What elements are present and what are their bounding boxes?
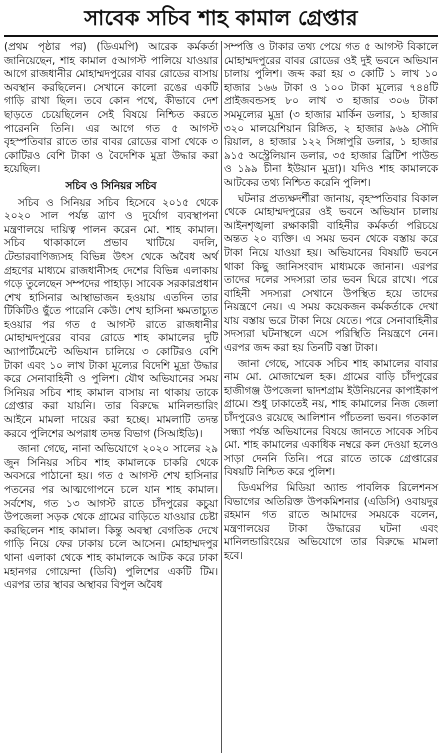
column-divider <box>221 41 222 753</box>
left-paragraph-3: জানা গেছে, নানা অভিযোগে ২০২০ সালের ২৯ জুন সিনিয়র সচিব শাহ কামালকে চাকরি থেকে অবসরে পাঠানো হয়। গত ৫ আগস্ট শেখ হাসিনার পতনের পর আত্মগোপনে চলে যান শাহ কামাল। সর্বশেষ, গত ১৩ আগস্ট রাতে চাঁদপুরের কচুয়া উপজেলা সড়ক থেকে গ্রামের বাড়িতে যাওয়ার চেষ্টা করছিলেন শাহ কামাল। কিন্তু অবস্থা বেগতিক দেখে গাড়ি নিয়ে ফের ঢাকায় চলে আসেন। মোহাম্মদপুর থানা এলাকা থেকে শাহ কামালকে আটক করে ঢাকা মহানগর গোয়েন্দা (ডিবি) পুলিশের একটি টিম। এরপর তার স্থাবর অস্থাবর বিপুল অবৈধ <box>4 443 218 592</box>
headline-rule <box>4 35 438 37</box>
left-column <box>4 41 218 753</box>
right-paragraph-3: জানা গেছে, সাবেক সচিব শাহ কামালের বাবার নাম মো. মোজাম্মেল হক। গ্রামের বাড়ি চাঁদপুরের হাজীগঞ্জ উপজেলা দ্বাদশগ্রাম ইউনিয়নের কাপাইকাপ গ্রামে। শুধু ঢাকাতেই নয়, শাহ কামালের নিজ জেলা চাঁদপুরেও রয়েছে আলিশান পাঁচতলা ভবন। গতকাল সন্ধ্যা পর্যন্ত অভিযানের বিষয়ে জানতে সাবেক সচিব মো. শাহ কামালের একাধিক নম্বরে কল দেওয়া হলেও সাড়া দেননি তিনি। পরে রাতে তাকে গ্রেপ্তারের বিষয়টি নিশ্চিত করে পুলিশ। <box>224 357 438 479</box>
headline: সাবেক সচিব শাহ কামাল গ্রেপ্তার <box>84 5 358 30</box>
subheading: সচিব ও সিনিয়র সচিব <box>65 179 157 192</box>
right-paragraph-2: ঘটনার প্রত্যক্ষদর্শীরা জানায়, বৃহস্পতিবার বিকাল থেকে মোহাম্মদপুরের ওই ভবনে অভিযান চালায় আইনশৃঙ্খলা রক্ষাকারী বাহিনীর কর্মকর্তা পরিচয়ে অন্তত ২০ ব্যক্তি। এ সময় ভবন থেকে বস্তায় করে টাকা নিয়ে যাওয়া হয়। অভিযানের বিষয়টি ভবনে থাকা কিছু জানিসংবাদ মাধ্যমকে জানান। এরপর তাদের দলের সদস্যরা তার ভবন ঘিরে রাখে। পরে বাহিনী সদস্যরা সেখানে উপস্থিত হয়ে তাদের নিয়ন্ত্রণে নেয়। এ সময় কয়েকজন কর্মকর্তাকে দেখা যায় বস্তায় ভরে টাকা নিয়ে যেতে। পরে সেনাবাহিনীর সদস্যরা ঘটনাস্থলে এসে পরিস্থিতি নিয়ন্ত্রণে নেন। এরপর জব্দ করা হয় তিনটি বস্তা টাকা। <box>224 192 438 355</box>
left-paragraph-2: সচিব ও সিনিয়র সচিব হিসেবে ২০১৫ থেকে ২০২০ সাল পর্যন্ত ত্রাণ ও দুর্যোগ ব্যবস্থাপনা মন্ত্রণালয়ে দায়িত্ব পালন করেন মো. শাহ কামাল। সচিব থাকাকালে প্রভাব খাটিয়ে বদলি, টেন্ডারবাণিজ্যসহ বিভিন্ন উৎস থেকে অবৈধ অর্থ গ্রহণের মাধ্যমে রাজধানীসহ দেশের বিভিন্ন এলাকায় গড়ে তুলেছেন সম্পদের পাহাড়। সাবেক সরকারপ্রধান শেখ হাসিনার আস্থাভাজন হওয়ায় এতদিন তার টিকিটিও ছুঁতে পারেনি কেউ। শেখ হাসিনা ক্ষমতাচ্যুত হওয়ার পর গত ৫ আগস্ট রাতে রাজধানীর মোহাম্মদপুরের বাবর রোডে শাহ কামালের দুটি অ্যাপার্টমেন্টে অভিযান চালিয়ে ৩ কোটিরও বেশি টাকা এবং ১০ লাখ টাকা মূল্যের বিদেশি মুদ্রা উদ্ধার করে সেনাবাহিনী ও পুলিশ। যৌথ অভিযানের সময় সিনিয়র সচিব শাহ কামাল বাসায় না থাকায় তাকে গ্রেপ্তার করা যায়নি। তার বিরুদ্ধে মানিলন্ডারিং আইনে মামলা দায়ের করা হচ্ছে। মামলাটি তদন্ত করবে পুলিশের অপরাধ তদন্ত বিভাগ (সিআইডি)। <box>4 196 218 440</box>
article-columns <box>4 41 438 753</box>
left-paragraph-1: (প্রথম পৃষ্ঠার পর) (ডিএমপি) আরেক কর্মকর্তা জানিয়েছেন, শাহ কামাল ৫আগস্ট পালিয়ে যাওয়ার আগে রাজধানীর মোহাম্মদপুরের বাবর রোডের বাসায় অবস্থান করছিলেন। সেখানে কালো রঙের একটি গাড়ি রাখা ছিল। তবে কোন পথে, কীভাবে দেশ ছাড়তে চেয়েছিলেন সেই বিষয়ে নিশ্চিত করতে পারেননি তিনি। এর আগে গত ৫ আগস্ট বৃহস্পতিবার রাতে তার বাবর রোডের বাসা থেকে ৩ কোটিরও বেশি টাকা ও বৈদেশিক মুদ্রা উদ্ধার করা হয়েছিল। <box>4 41 218 176</box>
right-paragraph-4: ডিএমপির মিডিয়া অ্যান্ড পাবলিক রিলেশনস বিভাগের অতিরিক্ত উপকমিশনার (এডিসি) ওবায়দুর রহমান গত রাতে আমাদের সময়কে বলেন, মন্ত্রণালয়ের টাকা উদ্ধারের ঘটনা এবং মানিলন্ডারিংয়ের অভিযোগে তার বিরুদ্ধে মামলা হবে। <box>224 482 438 562</box>
right-paragraph-1: সম্পত্তি ও টাকার তথ্য পেয়ে গত ৫ আগস্ট বিকালে মোহাম্মদপুরের বাবর রোডের ওই দুই ভবনে অভিযান চালায় পুলিশ। জব্দ করা হয় ৩ কোটি ১ লাখ ১০ হাজার ১৬৬ টাকা ও ১০০ টাকা মূল্যের ৭৪৪টি প্রাইজবন্ডসহ ৮০ লাখ ৩ হাজার ৩০৬ টাকা সমমূল্যের মুদ্রা (৩ হাজার মার্কিন ডলার, ১ হাজার ৩২০ মালয়েশিয়ান রিঙ্গিত, ২ হাজার ৯৬৯ সৌদি রিয়াল, ৪ হাজার ১২২ সিঙ্গাপুরি ডলার, ১ হাজার ৯১৫ অস্ট্রেলিয়ান ডলার, ৩৫ হাজার ব্রিটিশ পাউন্ড ও ১৯৯ চীনা ইউয়ান মুদ্রা)। যদিও শাহ কামালকে আটকের তথ্য নিশ্চিত করেনি পুলিশ। <box>224 41 438 189</box>
right-column <box>224 41 438 753</box>
